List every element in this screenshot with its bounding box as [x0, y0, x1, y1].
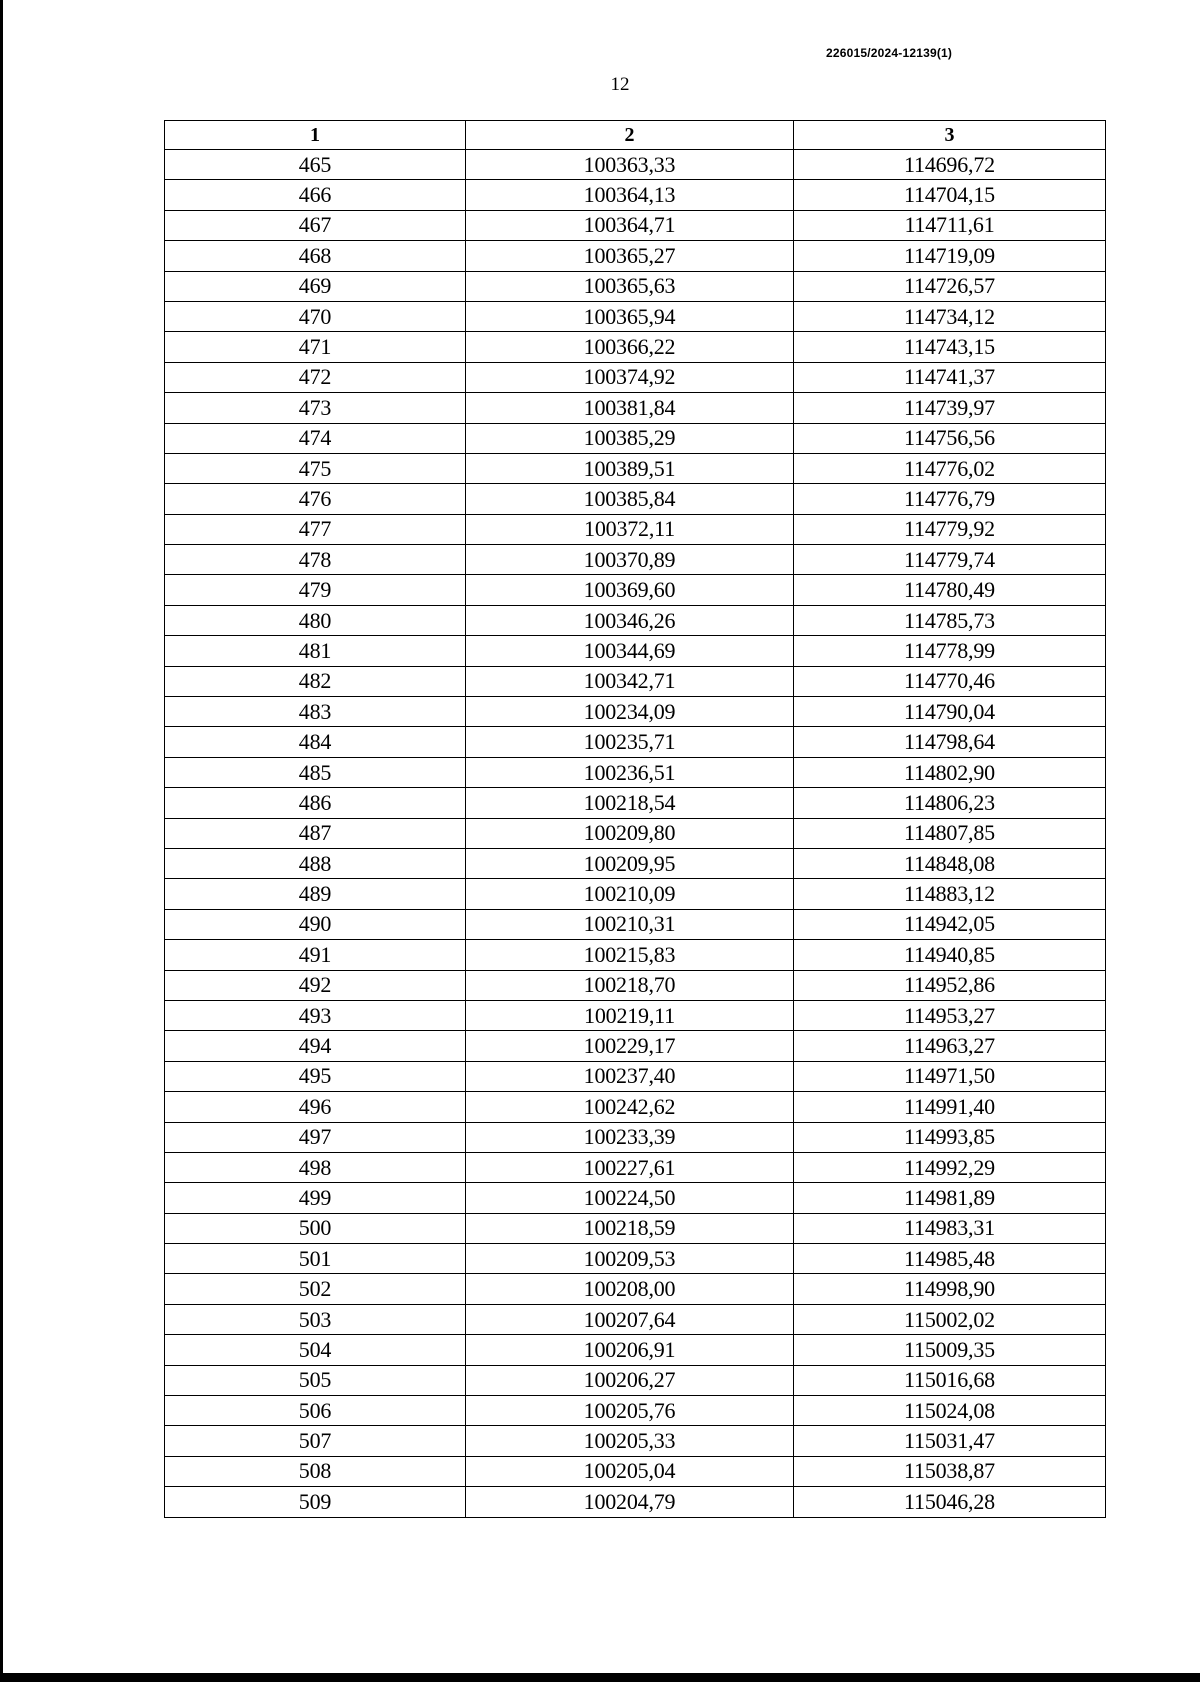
point-number-cell: 498	[165, 1152, 466, 1182]
point-number-cell: 493	[165, 1000, 466, 1030]
table-row	[165, 1456, 1106, 1486]
table-row	[165, 970, 1106, 1000]
coordinate-y-cell: 114991,40	[794, 1092, 1106, 1122]
table-row	[165, 1152, 1106, 1182]
table-row	[165, 1122, 1106, 1152]
point-number-cell: 481	[165, 636, 466, 666]
coordinate-x-cell: 100366,22	[466, 332, 794, 362]
point-number-cell: 480	[165, 605, 466, 635]
coordinate-y-cell: 114770,46	[794, 666, 1106, 696]
point-number-cell: 500	[165, 1213, 466, 1243]
coordinate-y-cell: 114778,99	[794, 636, 1106, 666]
point-number-cell: 484	[165, 727, 466, 757]
point-number-cell: 505	[165, 1365, 466, 1395]
point-number-cell: 506	[165, 1396, 466, 1426]
coordinate-y-cell: 115016,68	[794, 1365, 1106, 1395]
coordinate-y-cell: 115046,28	[794, 1487, 1106, 1517]
point-number-cell: 479	[165, 575, 466, 605]
coordinate-y-cell: 114798,64	[794, 727, 1106, 757]
table-row	[165, 757, 1106, 787]
coordinate-x-cell: 100207,64	[466, 1304, 794, 1334]
coordinate-y-cell: 114780,49	[794, 575, 1106, 605]
table-row	[165, 1244, 1106, 1274]
coordinate-x-cell: 100209,80	[466, 818, 794, 848]
table-row	[165, 788, 1106, 818]
table-row	[165, 362, 1106, 392]
coordinate-y-cell: 114776,02	[794, 453, 1106, 483]
table-row	[165, 605, 1106, 635]
coordinate-x-cell: 100209,53	[466, 1244, 794, 1274]
coordinate-x-cell: 100229,17	[466, 1031, 794, 1061]
table-row	[165, 332, 1106, 362]
coordinate-x-cell: 100385,29	[466, 423, 794, 453]
coordinate-y-cell: 114971,50	[794, 1061, 1106, 1091]
coordinate-y-cell: 114785,73	[794, 605, 1106, 635]
table-row	[165, 575, 1106, 605]
coordinate-y-cell: 114739,97	[794, 393, 1106, 423]
coordinate-y-cell: 114696,72	[794, 150, 1106, 180]
coordinate-x-cell: 100364,71	[466, 210, 794, 240]
column-header-1: 1	[165, 121, 466, 150]
coordinate-y-cell: 114807,85	[794, 818, 1106, 848]
coordinate-x-cell: 100389,51	[466, 453, 794, 483]
table-row	[165, 818, 1106, 848]
table-row	[165, 1304, 1106, 1334]
coordinate-x-cell: 100206,27	[466, 1365, 794, 1395]
point-number-cell: 474	[165, 423, 466, 453]
point-number-cell: 467	[165, 210, 466, 240]
coordinate-x-cell: 100234,09	[466, 697, 794, 727]
coordinate-y-cell: 114734,12	[794, 301, 1106, 331]
point-number-cell: 470	[165, 301, 466, 331]
table-row	[165, 727, 1106, 757]
point-number-cell: 471	[165, 332, 466, 362]
coordinate-x-cell: 100218,54	[466, 788, 794, 818]
coordinate-x-cell: 100206,91	[466, 1335, 794, 1365]
point-number-cell: 477	[165, 514, 466, 544]
point-number-cell: 509	[165, 1487, 466, 1517]
table-row	[165, 1365, 1106, 1395]
coordinate-x-cell: 100219,11	[466, 1000, 794, 1030]
table-row	[165, 666, 1106, 696]
coordinate-x-cell: 100205,04	[466, 1456, 794, 1486]
coordinate-y-cell: 114743,15	[794, 332, 1106, 362]
table-row	[165, 940, 1106, 970]
point-number-cell: 494	[165, 1031, 466, 1061]
coordinate-x-cell: 100365,27	[466, 241, 794, 271]
coordinate-y-cell: 114952,86	[794, 970, 1106, 1000]
coordinate-y-cell: 114779,92	[794, 514, 1106, 544]
table-row	[165, 1092, 1106, 1122]
table-row	[165, 1396, 1106, 1426]
coordinate-x-cell: 100372,11	[466, 514, 794, 544]
coordinate-y-cell: 114848,08	[794, 848, 1106, 878]
point-number-cell: 465	[165, 150, 466, 180]
coordinate-x-cell: 100242,62	[466, 1092, 794, 1122]
table-row	[165, 1487, 1106, 1517]
document-number: 226015/2024-12139(1)	[826, 46, 953, 60]
table-row	[165, 241, 1106, 271]
coordinate-x-cell: 100205,33	[466, 1426, 794, 1456]
coordinate-y-cell: 114992,29	[794, 1152, 1106, 1182]
coordinate-y-cell: 114711,61	[794, 210, 1106, 240]
coordinate-y-cell: 115002,02	[794, 1304, 1106, 1334]
coordinate-x-cell: 100363,33	[466, 150, 794, 180]
point-number-cell: 469	[165, 271, 466, 301]
point-number-cell: 507	[165, 1426, 466, 1456]
coordinate-x-cell: 100208,00	[466, 1274, 794, 1304]
table-row	[165, 180, 1106, 210]
table-row	[165, 150, 1106, 180]
table-row	[165, 453, 1106, 483]
header-row	[165, 121, 1106, 150]
point-number-cell: 468	[165, 241, 466, 271]
table-row	[165, 301, 1106, 331]
table-body	[165, 150, 1106, 1518]
table-row	[165, 423, 1106, 453]
coordinate-x-cell: 100218,70	[466, 970, 794, 1000]
table-row	[165, 636, 1106, 666]
coordinate-x-cell: 100370,89	[466, 545, 794, 575]
coordinate-y-cell: 115038,87	[794, 1456, 1106, 1486]
table-header	[165, 121, 1106, 150]
point-number-cell: 504	[165, 1335, 466, 1365]
column-header-2: 2	[466, 121, 794, 150]
point-number-cell: 473	[165, 393, 466, 423]
table-row	[165, 484, 1106, 514]
coordinate-y-cell: 114719,09	[794, 241, 1106, 271]
scan-bottom-edge	[0, 1673, 1200, 1682]
coordinate-y-cell: 114756,56	[794, 423, 1106, 453]
column-header-3: 3	[794, 121, 1106, 150]
coordinate-y-cell: 114953,27	[794, 1000, 1106, 1030]
table-row	[165, 210, 1106, 240]
point-number-cell: 487	[165, 818, 466, 848]
point-number-cell: 482	[165, 666, 466, 696]
table-row	[165, 1000, 1106, 1030]
coordinate-y-cell: 114776,79	[794, 484, 1106, 514]
point-number-cell: 475	[165, 453, 466, 483]
point-number-cell: 491	[165, 940, 466, 970]
point-number-cell: 486	[165, 788, 466, 818]
coordinate-x-cell: 100374,92	[466, 362, 794, 392]
point-number-cell: 483	[165, 697, 466, 727]
coordinates-table	[164, 120, 1106, 1518]
table-row	[165, 1061, 1106, 1091]
point-number-cell: 466	[165, 180, 466, 210]
coordinate-y-cell: 114993,85	[794, 1122, 1106, 1152]
coordinate-x-cell: 100224,50	[466, 1183, 794, 1213]
coordinate-x-cell: 100209,95	[466, 848, 794, 878]
coordinate-y-cell: 114779,74	[794, 545, 1106, 575]
table-row	[165, 879, 1106, 909]
point-number-cell: 508	[165, 1456, 466, 1486]
coordinate-y-cell: 114981,89	[794, 1183, 1106, 1213]
table-row	[165, 848, 1106, 878]
coordinate-x-cell: 100235,71	[466, 727, 794, 757]
table-row	[165, 1183, 1106, 1213]
table-row	[165, 1426, 1106, 1456]
coordinate-y-cell: 115031,47	[794, 1426, 1106, 1456]
table-row	[165, 1335, 1106, 1365]
coordinate-x-cell: 100342,71	[466, 666, 794, 696]
coordinate-x-cell: 100218,59	[466, 1213, 794, 1243]
point-number-cell: 485	[165, 757, 466, 787]
coordinate-x-cell: 100233,39	[466, 1122, 794, 1152]
coordinate-x-cell: 100204,79	[466, 1487, 794, 1517]
point-number-cell: 495	[165, 1061, 466, 1091]
table-row	[165, 697, 1106, 727]
table-row	[165, 1213, 1106, 1243]
coordinate-y-cell: 114998,90	[794, 1274, 1106, 1304]
point-number-cell: 490	[165, 909, 466, 939]
coordinate-y-cell: 114963,27	[794, 1031, 1106, 1061]
point-number-cell: 489	[165, 879, 466, 909]
coordinate-x-cell: 100364,13	[466, 180, 794, 210]
coordinate-y-cell: 114940,85	[794, 940, 1106, 970]
coordinate-x-cell: 100365,63	[466, 271, 794, 301]
coordinate-y-cell: 114983,31	[794, 1213, 1106, 1243]
table-row	[165, 514, 1106, 544]
coordinate-x-cell: 100346,26	[466, 605, 794, 635]
coordinate-y-cell: 114704,15	[794, 180, 1106, 210]
coordinate-x-cell: 100205,76	[466, 1396, 794, 1426]
point-number-cell: 501	[165, 1244, 466, 1274]
coordinate-y-cell: 114726,57	[794, 271, 1106, 301]
coordinate-x-cell: 100236,51	[466, 757, 794, 787]
coordinate-x-cell: 100385,84	[466, 484, 794, 514]
coordinate-x-cell: 100344,69	[466, 636, 794, 666]
point-number-cell: 499	[165, 1183, 466, 1213]
coordinate-y-cell: 115009,35	[794, 1335, 1106, 1365]
table-row	[165, 909, 1106, 939]
coordinate-x-cell: 100381,84	[466, 393, 794, 423]
point-number-cell: 502	[165, 1274, 466, 1304]
table-row	[165, 271, 1106, 301]
coordinate-x-cell: 100210,31	[466, 909, 794, 939]
coordinate-y-cell: 114985,48	[794, 1244, 1106, 1274]
coordinate-y-cell: 114741,37	[794, 362, 1106, 392]
table-row	[165, 393, 1106, 423]
point-number-cell: 472	[165, 362, 466, 392]
coordinate-x-cell: 100365,94	[466, 301, 794, 331]
coordinate-y-cell: 114802,90	[794, 757, 1106, 787]
coordinate-y-cell: 115024,08	[794, 1396, 1106, 1426]
coordinate-y-cell: 114806,23	[794, 788, 1106, 818]
table-row	[165, 1274, 1106, 1304]
page-number: 12	[610, 74, 630, 95]
coordinate-x-cell: 100227,61	[466, 1152, 794, 1182]
coordinate-x-cell: 100210,09	[466, 879, 794, 909]
point-number-cell: 478	[165, 545, 466, 575]
table-row	[165, 1031, 1106, 1061]
coordinate-x-cell: 100237,40	[466, 1061, 794, 1091]
point-number-cell: 488	[165, 848, 466, 878]
point-number-cell: 497	[165, 1122, 466, 1152]
point-number-cell: 492	[165, 970, 466, 1000]
coordinate-y-cell: 114942,05	[794, 909, 1106, 939]
table-row	[165, 545, 1106, 575]
coordinate-y-cell: 114790,04	[794, 697, 1106, 727]
point-number-cell: 496	[165, 1092, 466, 1122]
coordinate-y-cell: 114883,12	[794, 879, 1106, 909]
point-number-cell: 503	[165, 1304, 466, 1334]
scan-left-edge	[0, 0, 3, 1682]
coordinate-x-cell: 100215,83	[466, 940, 794, 970]
point-number-cell: 476	[165, 484, 466, 514]
coordinate-x-cell: 100369,60	[466, 575, 794, 605]
